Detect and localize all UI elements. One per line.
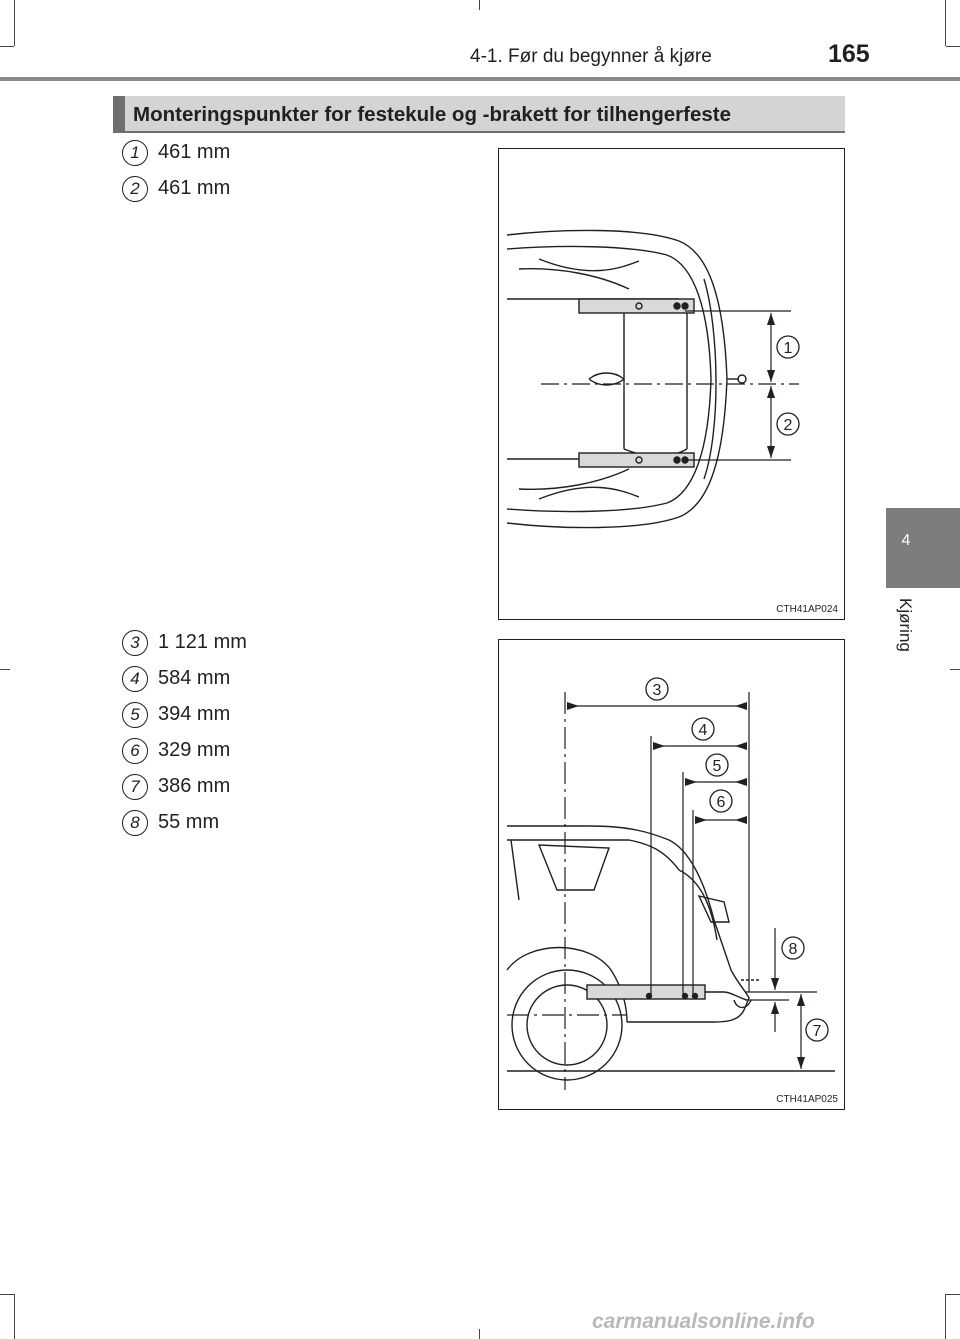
section-heading: [113, 96, 845, 132]
callout-number: 2: [122, 176, 148, 202]
callout-circle: [806, 1019, 828, 1041]
callout-label: 3: [652, 682, 662, 699]
crop-mark: [0, 669, 10, 670]
callout-label: 1: [783, 340, 793, 357]
chapter-tab: [886, 508, 960, 588]
figure-top-view: [498, 148, 845, 620]
crop-mark: [14, 0, 15, 46]
callout-circle: [692, 718, 714, 740]
crop-mark: [479, 0, 480, 10]
crop-mark: [945, 1294, 946, 1339]
crop-mark: [14, 1294, 15, 1339]
measurement-value: 55 mm: [158, 811, 220, 833]
callout-label: 4: [698, 722, 708, 739]
crop-mark: [946, 46, 960, 47]
callout-number: 8: [122, 810, 148, 836]
callout-number: 6: [122, 738, 148, 764]
callout-number: 5: [122, 702, 148, 728]
section-underline: [113, 131, 845, 133]
figure-side-view: [498, 639, 845, 1110]
figure-code: CTH41AP025: [776, 1094, 838, 1105]
chapter-number: 4: [901, 532, 911, 549]
top-view-illustration: [499, 149, 843, 618]
callout-label: 8: [788, 941, 798, 958]
callout-label: 5: [712, 758, 722, 775]
callout-label: 6: [716, 794, 726, 811]
callout-circle: [710, 790, 732, 812]
callout-circle: [706, 754, 728, 776]
callout-number: 7: [122, 774, 148, 800]
figure-code: CTH41AP024: [776, 604, 838, 615]
chapter-label: Kjøring: [896, 598, 915, 652]
callout-label: 2: [783, 417, 793, 434]
measurement-value: 584 mm: [158, 667, 231, 689]
callout-number: 1: [122, 140, 148, 166]
callout-label: 7: [812, 1023, 822, 1040]
measurement-value: 461 mm: [158, 177, 231, 199]
crop-mark: [950, 669, 960, 670]
callout-circle: [782, 937, 804, 959]
measurement-value: 386 mm: [158, 775, 231, 797]
callout-number: 3: [122, 630, 148, 656]
measurement-value: 394 mm: [158, 703, 231, 725]
measurement-value: 329 mm: [158, 739, 231, 761]
crop-mark: [0, 1294, 14, 1295]
side-view-illustration: [499, 640, 843, 1108]
measurement-value: 461 mm: [158, 141, 231, 163]
header-rule: [0, 77, 960, 81]
callout-circle: [777, 413, 799, 435]
measurement-value: 1 121 mm: [158, 631, 247, 653]
page-number: 165: [828, 40, 870, 68]
callout-circle: [777, 336, 799, 358]
crop-mark: [0, 46, 14, 47]
section-heading-accent: [113, 96, 125, 132]
watermark: carmanualsonline.info: [592, 1310, 815, 1333]
running-header: 4-1. Før du begynner å kjøre: [470, 46, 712, 67]
callout-number: 4: [122, 666, 148, 692]
callout-circle: [646, 678, 668, 700]
crop-mark: [946, 1294, 960, 1295]
crop-mark: [945, 0, 946, 46]
section-title: Monteringspunkter for festekule og -brakett for tilhengerfeste: [133, 103, 731, 126]
crop-mark: [479, 1329, 480, 1339]
